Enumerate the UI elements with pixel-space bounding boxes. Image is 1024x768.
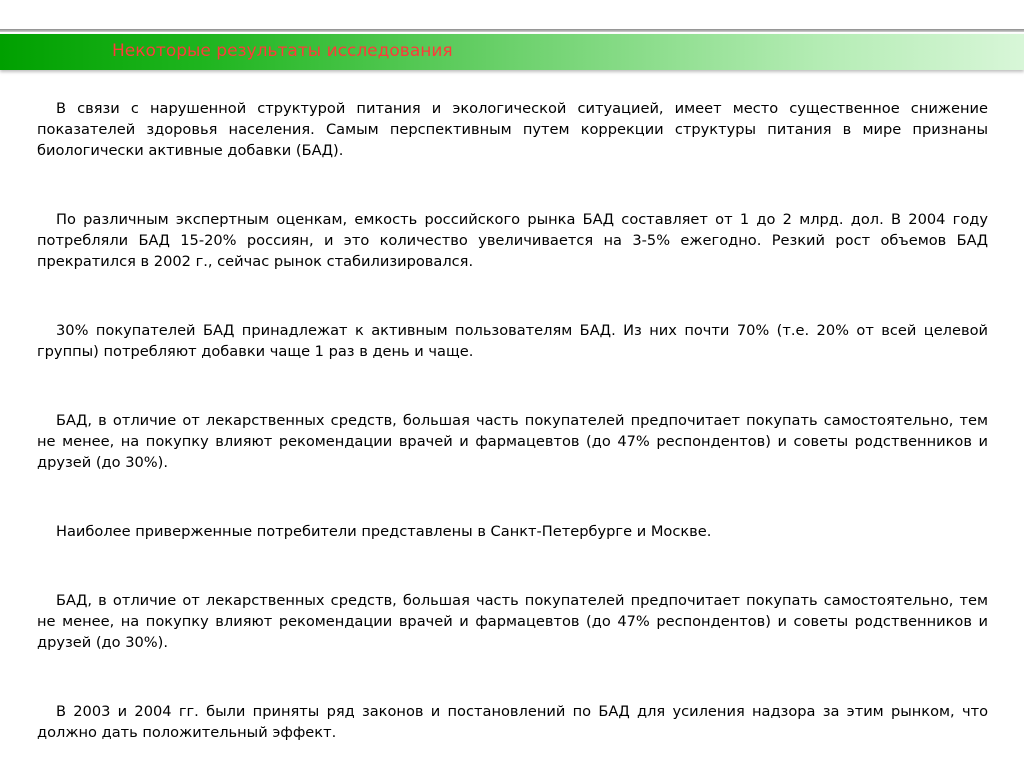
paragraph-active-users: 30% покупателей БАД принадлежат к активным пользователям БАД. Из них почти 70% (т.е. 20% от всей целевой группы) потребляют добавки чаще 1 раз в день и чаще. bbox=[37, 322, 988, 360]
paragraph-regulation: В 2003 и 2004 гг. были приняты ряд законов и постановлений по БАД для усиления надзора за этим рынком, что должно дать положительный эффект. bbox=[37, 703, 988, 741]
paragraph-nutrition-supplements: В связи с нарушенной структурой питания и экологической ситуацией, имеет место существенное снижение показателей здоровья населения. Самым перспективным путем коррекции структуры питания в мире признаны биологически активные добавки (БАД). bbox=[37, 100, 988, 159]
slide-title: Некоторые результаты исследования bbox=[112, 41, 453, 61]
paragraph-loyal-consumers: Наиболее приверженные потребители представлены в Санкт-Петербурге и Москве. bbox=[56, 523, 712, 540]
paragraph-market-capacity: По различным экспертным оценкам, емкость российского рынка БАД составляет от 1 до 2 млрд. дол. В 2004 году потребляли БАД 15-20% россиян, и это количество увеличивается на 3-5% ежегодно. Резкий рост объемов БАД прекратился в 2002 г., сейчас рынок стабилизировался. bbox=[37, 211, 988, 270]
slide-body bbox=[37, 98, 988, 743]
paragraph-purchase-influence: БАД, в отличие от лекарственных средств, большая часть покупателей предпочитает покупать самостоятельно, тем не менее, на покупку влияют рекомендации врачей и фармацевтов (до 47% респондентов) и советы родственников и друзей (до 30%). bbox=[37, 412, 988, 471]
paragraph-purchase-influence-repeat: БАД, в отличие от лекарственных средств, большая часть покупателей предпочитает покупать самостоятельно, тем не менее, на покупку влияют рекомендации врачей и фармацевтов (до 47% респондентов) и советы родственников и друзей (до 30%). bbox=[37, 592, 988, 651]
top-divider-line bbox=[0, 29, 1024, 32]
